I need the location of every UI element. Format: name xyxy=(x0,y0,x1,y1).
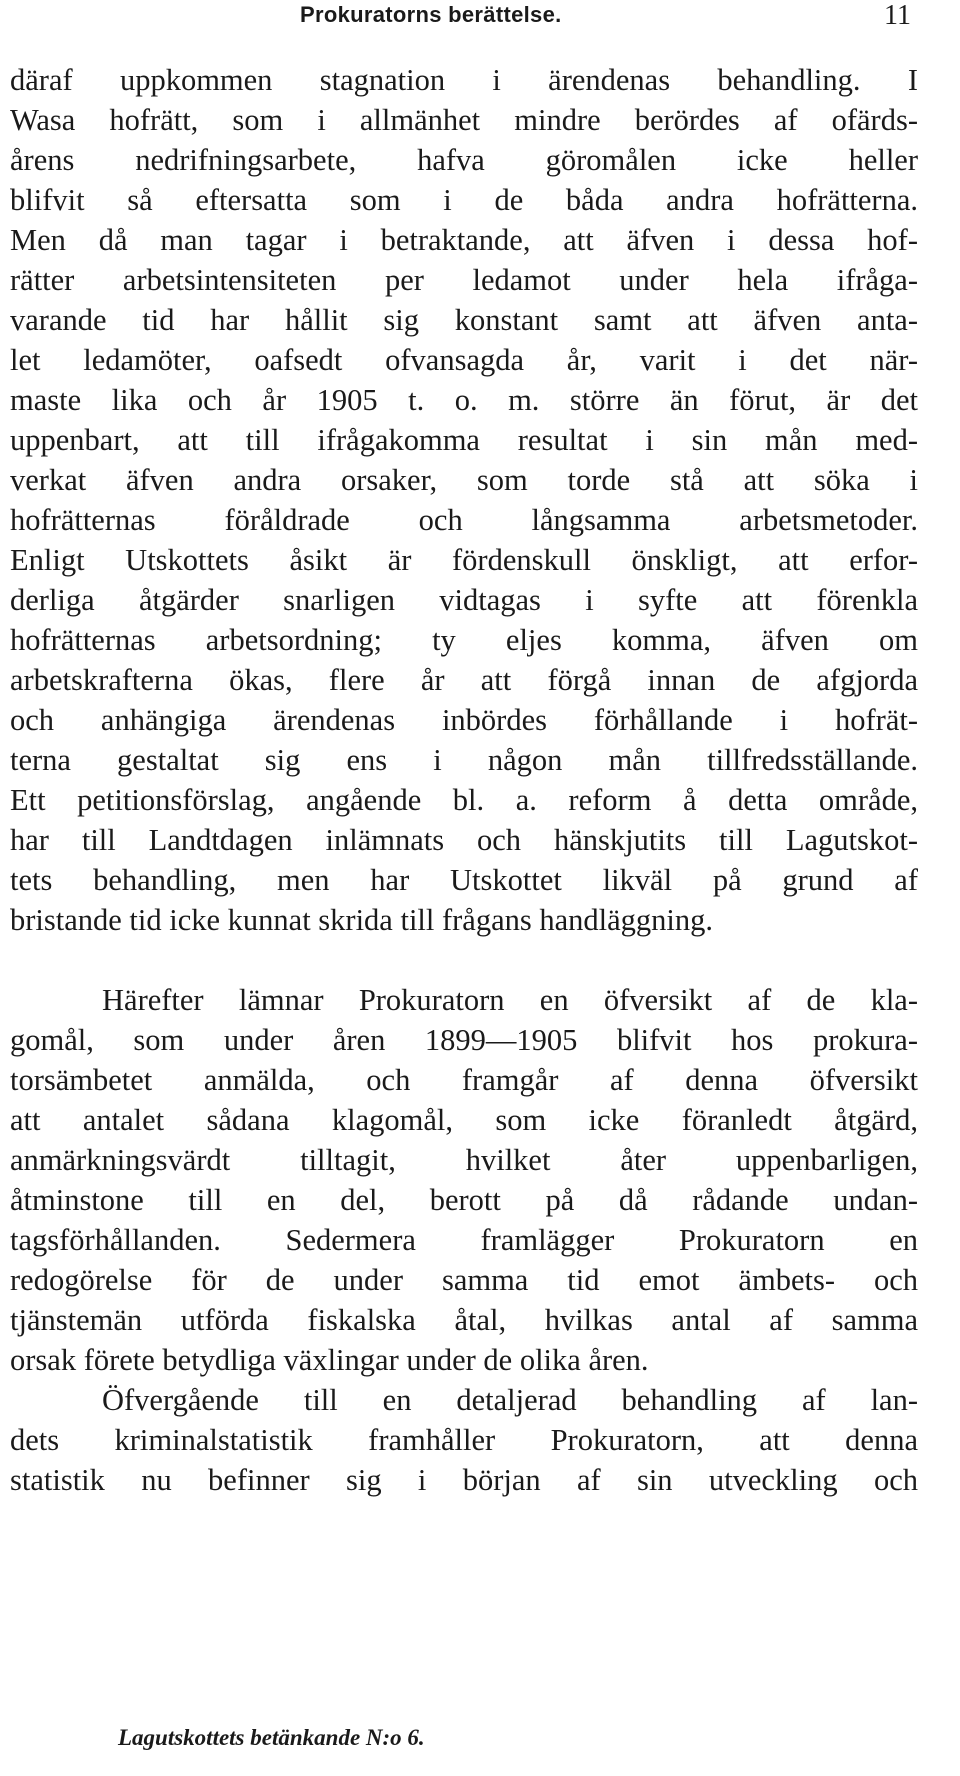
text-line: gomål, som under åren 1899—1905 blifvit hos prokura- xyxy=(10,1023,918,1057)
text-line: arbetskrafterna ökas, flere år att förgå innan de afgjorda xyxy=(10,663,918,697)
running-title: Prokuratorns berättelse. xyxy=(300,2,562,27)
text-line: årens nedrifningsarbete, hafva göromålen icke heller xyxy=(10,143,918,177)
text-line: blifvit så eftersatta som i de båda andra hofrätterna. xyxy=(10,183,918,217)
text-line: varande tid har hållit sig konstant samt att äfven anta- xyxy=(10,303,918,337)
text-line: hofrätternas arbetsordning; ty eljes komma, äfven om xyxy=(10,623,918,657)
text-line: dets kriminalstatistik framhåller Prokuratorn, att denna xyxy=(10,1423,918,1457)
text-line: verkat äfven andra orsaker, som torde stå att söka i xyxy=(10,463,918,497)
text-line: terna gestaltat sig ens i någon mån tillfredsställande. xyxy=(10,743,918,777)
text-line: hofrätternas föråldrade och långsamma arbetsmetoder. xyxy=(10,503,918,537)
text-line: orsak förete betydliga växlingar under de olika åren. xyxy=(10,1343,649,1377)
text-line: däraf uppkommen stagnation i ärendenas behandling. I xyxy=(10,63,918,97)
text-line: tets behandling, men har Utskottet likväl på grund af xyxy=(10,863,918,897)
text-line: tjänstemän utförda fiskalska åtal, hvilkas antal af samma xyxy=(10,1303,918,1337)
text-line: maste lika och år 1905 t. o. m. större än förut, är det xyxy=(10,383,918,417)
text-line: torsämbetet anmälda, och framgår af denna öfversikt xyxy=(10,1063,918,1097)
text-line: rätter arbetsintensiteten per ledamot under hela ifråga- xyxy=(10,263,918,297)
text-line: anmärkningsvärdt tilltagit, hvilket åter uppenbarligen, xyxy=(10,1143,918,1177)
text-line: att antalet sådana klagomål, som icke föranledt åtgärd, xyxy=(10,1103,918,1137)
text-line: har till Landtdagen inlämnats och hänskjutits till Lagutskot- xyxy=(10,823,918,857)
text-line: uppenbart, att till ifrågakomma resultat i sin mån med- xyxy=(10,423,918,457)
text-line: Härefter lämnar Prokuratorn en öfversikt af de kla- xyxy=(102,983,918,1017)
text-line: statistik nu befinner sig i början af sin utveckling och xyxy=(10,1463,918,1497)
text-line: redogörelse för de under samma tid emot ämbets- och xyxy=(10,1263,918,1297)
text-line: let ledamöter, oafsedt ofvansagda år, varit i det när- xyxy=(10,343,918,377)
text-line: tagsförhållanden. Sedermera framlägger Prokuratorn en xyxy=(10,1223,918,1257)
text-line: och anhängiga ärendenas inbördes förhållande i hofrät- xyxy=(10,703,918,737)
footer-signature: Lagutskottets betänkande N:o 6. xyxy=(118,1725,425,1750)
text-line: Öfvergående till en detaljerad behandling af lan- xyxy=(102,1383,918,1417)
running-header xyxy=(0,2,960,36)
text-line: bristande tid icke kunnat skrida till frågans handläggning. xyxy=(10,903,714,937)
page-number: 11 xyxy=(884,0,911,31)
text-line: Ett petitionsförslag, angående bl. a. reform å detta område, xyxy=(10,783,918,817)
text-line: Enligt Utskottets åsikt är fördenskull önskligt, att erfor- xyxy=(10,543,918,577)
text-line: Wasa hofrätt, som i allmänhet mindre berördes af ofärds- xyxy=(10,103,918,137)
text-line: åtminstone till en del, berott på då rådande undan- xyxy=(10,1183,918,1217)
text-line: Men då man tagar i betraktande, att äfven i dessa hof- xyxy=(10,223,918,257)
text-line: derliga åtgärder snarligen vidtagas i syfte att förenkla xyxy=(10,583,918,617)
